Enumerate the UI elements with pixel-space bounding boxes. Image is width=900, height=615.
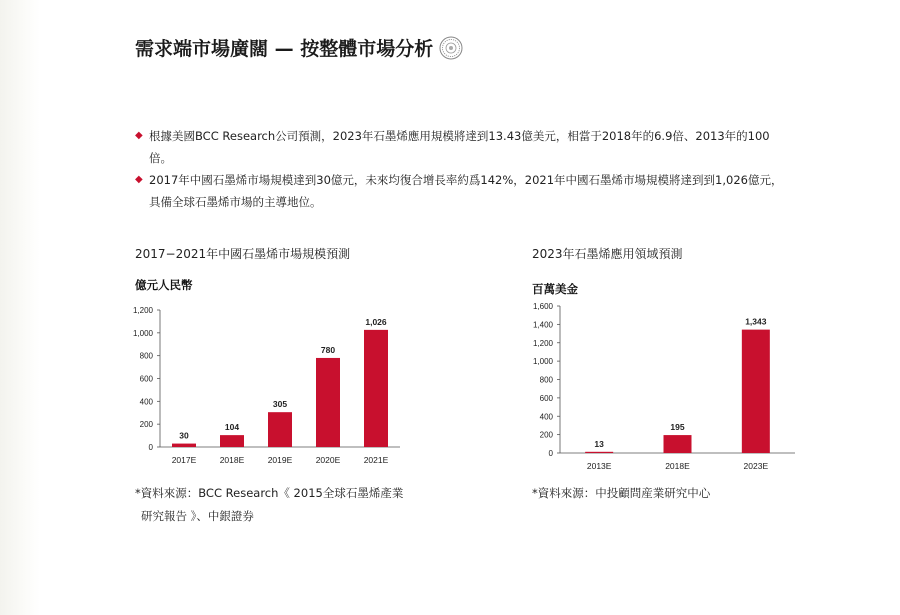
right-chart-unit: 百萬美金: [532, 282, 578, 296]
bullet-item: [135, 169, 785, 213]
y-tick-label: 1,200: [132, 306, 153, 315]
y-tick-label: 1,200: [532, 338, 553, 348]
left-edge-shade: [0, 0, 40, 615]
bullet-diamond-icon: ◆: [135, 130, 143, 141]
bar: [664, 435, 692, 453]
bullet-text: 根據美國BCC Research公司預測，2023年石墨烯應用規模將達到13.43億美元，相當于2018年的6.9倍、2013年的100倍。: [149, 129, 770, 165]
data-label: 1,026: [365, 316, 387, 327]
y-tick-label: 0: [548, 449, 553, 458]
y-tick-label: 1,400: [532, 320, 553, 330]
x-tick-label: 2021E: [363, 455, 389, 465]
left-chart-source: [135, 482, 435, 528]
left-chart-title: 2017−2021年中國石墨烯市場規模預測: [135, 247, 351, 261]
x-tick-label: 2017E: [171, 455, 197, 465]
bar: [364, 330, 388, 447]
y-tick-label: 400: [539, 412, 553, 422]
y-tick-label: 1,000: [532, 357, 553, 367]
x-tick-label: 2019E: [267, 455, 293, 465]
bullet-text: 2017年中國石墨烯市場規模達到30億元，未來均復合增長率約爲142%，2021年中國石墨烯市場規模將達到到1,026億元，具備全球石墨烯市場的主導地位。: [149, 173, 783, 209]
summary-bullets: [135, 125, 785, 213]
y-tick-label: 200: [539, 430, 553, 440]
bar: [742, 330, 770, 453]
data-label: 195: [670, 422, 685, 433]
x-tick-label: 2018E: [665, 461, 690, 471]
left-bar-chart: [120, 300, 420, 470]
page-title: [135, 34, 463, 61]
x-tick-label: 2013E: [586, 461, 612, 471]
data-label: 780: [320, 344, 336, 355]
y-tick-label: 400: [139, 397, 153, 407]
bar: [585, 452, 613, 453]
page-title-text: 需求端市場廣闊 — 按整體市場分析: [135, 38, 434, 60]
bullet-diamond-icon: ◆: [135, 174, 143, 185]
bar: [268, 412, 292, 447]
emblem-icon: [439, 36, 463, 60]
data-label: 30: [179, 430, 189, 441]
y-tick-label: 600: [539, 393, 553, 403]
right-chart-source: *資料來源：中投顧問産業研究中心: [532, 486, 711, 500]
data-label: 305: [272, 399, 288, 410]
right-bar-chart: [520, 298, 810, 473]
y-tick-label: 1,600: [532, 302, 553, 311]
left-source-line1: *資料來源：BCC Research《 2015全球石墨烯產業: [135, 486, 404, 500]
right-chart-title: 2023年石墨烯應用領域預測: [532, 247, 683, 261]
y-tick-label: 0: [148, 443, 153, 452]
x-tick-label: 2020E: [315, 455, 341, 465]
y-tick-label: 600: [139, 374, 153, 384]
x-tick-label: 2023E: [743, 461, 769, 471]
data-label: 1,343: [745, 316, 767, 327]
bar: [220, 435, 244, 447]
bar: [172, 444, 196, 447]
data-label: 104: [224, 422, 240, 433]
left-source-line2: 研究報告 》、中銀證券: [141, 509, 254, 523]
left-chart-unit: 億元人民幣: [135, 278, 193, 292]
y-tick-label: 1,000: [132, 328, 153, 338]
data-label: 13: [594, 438, 604, 449]
y-tick-label: 800: [539, 375, 553, 385]
x-tick-label: 2018E: [219, 455, 245, 465]
bar: [316, 358, 340, 447]
bullet-item: [135, 125, 785, 169]
y-tick-label: 200: [139, 420, 153, 430]
y-tick-label: 800: [139, 351, 153, 361]
